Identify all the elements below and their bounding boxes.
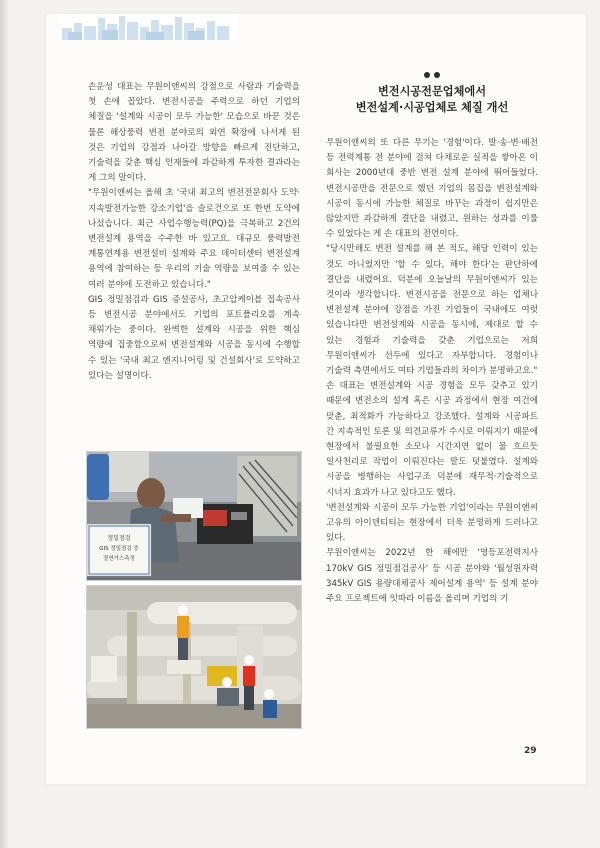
paragraph: 손운성 대표는 무원이앤씨의 강점으로 사람과 기술력을 첫 손에 꼽았다. 변전시공을 주력으로 하던 기업의 체질을 '설계와 시공이 모두 가능한' 모습으로 바꾼 것은 물론 해상풍력 변전 분야로의 외연 확장에 나서게 된 것은 기업의 강점과 나아갈 방향을 빠르게 진단하고, 기술력을 갖춘 핵심 인재들에 과감하게 투자한 결과라는 게 그의 말이다. xyxy=(88,82,300,184)
photo-substation-workers-image xyxy=(87,586,301,728)
left-text-column xyxy=(88,80,300,384)
scan-edge xyxy=(0,0,10,848)
paragraph: "당시만해도 변전 설계를 해 본 적도, 해당 인력이 있는 것도 아니었지만 '할 수 있다, 해야 한다'는 판단하에 결단을 내렸어요. 덕분에 오늘날의 무원이앤씨가 있는 것이라 생각합니다. 변전시공을 전문으로 하는 업체나 변전설계 분야에 강점을 가진 기업들이 국내에도 여럿 있습니다만 변전설계와 시공을 동시에, 제대로 할 수 있는 경험과 기술력을 갖춘 기업으로는 저희 무원이앤씨가 선두에 있다고 자부합니다. 경험이나 기술력 측면에서도 여타 기업들과의 차이가 분명하고요." xyxy=(326,244,538,377)
magazine-page xyxy=(46,14,586,784)
section-heading xyxy=(326,72,538,116)
page-number: 29 xyxy=(524,746,537,756)
heading-line-2: 변전설계·시공업체로 체질 개선 xyxy=(355,101,509,114)
paragraph: GIS 정밀점검과 GIS 증설공사, 초고압케이블 접속공사 등 변전시공 분야에서도 기업의 포트폴리오를 계속 채워가는 중이다. 완벽한 설계와 시공을 위한 핵심 역량에 집중함으로써 변전설계와 시공을 동시에 수행할 수 있는 '국내 최고 엔지니어링 및 건설회사'로 도약하고 있다는 설명이다. xyxy=(88,294,300,381)
heading-line-1: 변전시공전문업체에서 xyxy=(377,85,487,98)
city-skyline-decoration xyxy=(58,14,238,40)
paragraph: 손 대표는 변전설계와 시공 경험을 모두 갖추고 있기 때문에 변전소의 설계 혹은 시공 과정에서 현장 여건에 맞춘, 최적화가 가능하다고 강조했다. 설계와 시공파트 간 지속적인 토론 및 의견교류가 수시로 이뤄지기 때문에 현장에서 불필요한 소모나 시간지연 없이 물 흐르듯 일사천리로 작업이 이뤄진다는 말도 덧붙였다. 설계와 시공을 병행하는 사업구조 덕분에 재무적·기술적으로 시너지 효과가 나고 있다고도 했다. xyxy=(326,381,538,498)
bullet-dot xyxy=(434,72,440,78)
paragraph: '변전설계와 시공이 모두 가능한 기업'이라는 무원이앤씨 고유의 아이덴티티는 현장에서 더욱 분명하게 드러나고 있다. xyxy=(326,502,538,544)
paragraph: 무원이앤씨의 또 다른 무기는 '경험'이다. 발·송·변·배전 등 전력계통 전 분야에 걸쳐 다채로운 실적을 쌓아온 이 회사는 2000년대 중반 변전 설계 분야에 뛰어들었다. 변전시공만을 전문으로 했던 기업의 몸집을 변전설계와 시공이 동시에 가능한 체질로 바꾸는 과정이 쉽지만은 않았지만 과감하게 결단을 내렸고, 원하는 성과를 이룰 수 있었다는 게 손 대표의 전언이다. xyxy=(326,138,538,240)
sign-line-3: 절연가스측정 xyxy=(103,556,135,562)
photo-substation-workers xyxy=(86,585,302,729)
photo-gis-inspection xyxy=(86,451,302,581)
right-text-column xyxy=(326,136,538,607)
sign-line-1: 정밀점검 xyxy=(107,535,131,542)
bullet-dot xyxy=(424,72,430,78)
heading-dots xyxy=(326,72,538,78)
photo-gis-inspection-image xyxy=(87,452,301,580)
sign-line-2: GIS 정밀점검 중 xyxy=(99,546,139,552)
paragraph: "무원이앤씨는 올해 초 '국내 최고의 변전전문회사 도약·지속발전가능한 강소기업'을 슬로건으로 또 한번 도약에 나섰습니다. 최근 사업수행능력(PQ)을 극복하고 2건의 변전설계 용역을 수주한 바 있고요. 대규모 풍력발전 계통연계용 변전설비 설계와 주요 데이터센터 변전설계 용역에 참여하는 등 우리의 기술 역량을 보여줄 수 있는 여러 분야에 도전하고 있습니다." xyxy=(88,188,300,290)
paragraph: 무원이앤씨는 2022년 한 해에만 '영등포전력지사 170kV GIS 정밀점검공사' 등 시공 분야와 '월성원자력 345kV GIS 용량대체공사 제어설계 용역' 등 설계 분야 주요 프로젝트에 잇따라 이름을 올리며 기업의 기 xyxy=(326,548,538,605)
